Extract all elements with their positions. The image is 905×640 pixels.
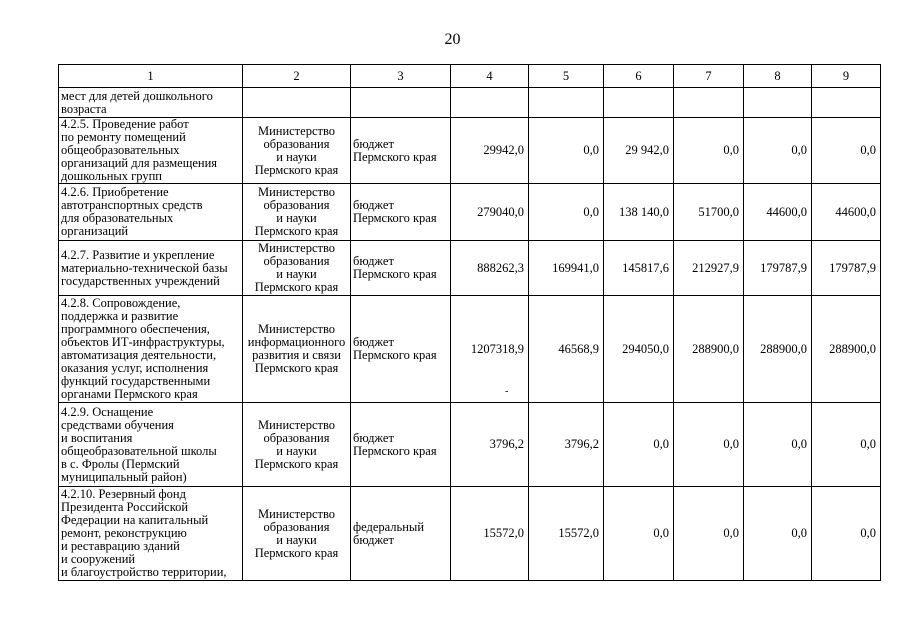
ministry-cell: Министерство образования и науки Пермского края [243,241,351,296]
value-cell: 145817,6 [604,241,674,296]
ministry-cell: Министерство образования и науки Пермского края [243,403,351,487]
table-row [59,487,881,581]
value-cell: 0,0 [529,118,604,184]
column-number: 6 [604,65,674,88]
column-number: 5 [529,65,604,88]
empty-cell [529,88,604,118]
value-cell: 0,0 [812,118,881,184]
value-cell: 0,0 [674,403,744,487]
value-cell: 0,0 [744,487,812,581]
table-row [59,296,881,403]
value-cell: 288900,0 [812,296,881,403]
value-cell: 0,0 [604,403,674,487]
column-number: 8 [744,65,812,88]
value-cell: 29 942,0 [604,118,674,184]
value-cell: 288900,0 [674,296,744,403]
value-cell: 0,0 [674,118,744,184]
column-number: 1 [59,65,243,88]
column-number: 4 [451,65,529,88]
value-cell: 0,0 [812,487,881,581]
value-cell: 29942,0 [451,118,529,184]
empty-cell [351,88,451,118]
value-cell: 294050,0 [604,296,674,403]
budget-table [58,64,881,581]
value-cell: 0,0 [744,118,812,184]
ministry-cell: Министерство образования и науки Пермского края [243,184,351,241]
column-number-row [59,65,881,88]
item-name-cell: 4.2.10. Резервный фонд Президента Российской Федерации на капитальный ремонт, реконструкцию и реставрацию зданий и сооружений и благоустройство территории, [59,487,243,581]
item-name-cell: 4.2.9. Оснащение средствами обучения и воспитания общеобразовательной школы в с. Фролы (Пермский муниципальный район) [59,403,243,487]
value-cell: 212927,9 [674,241,744,296]
value-cell: 179787,9 [812,241,881,296]
column-number: 9 [812,65,881,88]
value-cell: 3796,2 [451,403,529,487]
value-cell: 0,0 [674,487,744,581]
ministry-cell: Министерство образования и науки Пермского края [243,118,351,184]
funding-source-cell: бюджет Пермского края [351,403,451,487]
item-name-cell: мест для детей дошкольного возраста [59,88,243,118]
continuation-row [59,88,881,118]
funding-source-cell: бюджет Пермского края [351,241,451,296]
column-number: 2 [243,65,351,88]
item-name-cell: 4.2.8. Сопровождение, поддержка и развитие программного обеспечения, объектов ИТ-инфраструктуры, автоматизация деятельности, оказания услуг, исполнения функций государственными органами Пермского края [59,296,243,403]
empty-cell [744,88,812,118]
table-row [59,118,881,184]
item-name-cell: 4.2.6. Приобретение автотранспортных средств для образовательных организаций [59,184,243,241]
empty-cell [451,88,529,118]
value-cell: 3796,2 [529,403,604,487]
value-cell: 0,0 [529,184,604,241]
table-row [59,184,881,241]
empty-cell [674,88,744,118]
scan-mark: - [505,386,509,397]
value-cell: 288900,0 [744,296,812,403]
value-cell: 44600,0 [812,184,881,241]
column-number: 3 [351,65,451,88]
value-cell: 1207318,9 [451,296,529,403]
value-cell: 0,0 [812,403,881,487]
value-cell: 179787,9 [744,241,812,296]
funding-source-cell: бюджет Пермского края [351,118,451,184]
value-cell: 15572,0 [451,487,529,581]
ministry-cell: Министерство информационного развития и связи Пермского края [243,296,351,403]
value-cell: 279040,0 [451,184,529,241]
value-cell: 51700,0 [674,184,744,241]
value-cell: 15572,0 [529,487,604,581]
item-name-cell: 4.2.5. Проведение работ по ремонту помещений общеобразовательных организаций для размещения дошкольных групп [59,118,243,184]
ministry-cell: Министерство образования и науки Пермского края [243,487,351,581]
value-cell: 0,0 [604,487,674,581]
funding-source-cell: федеральный бюджет [351,487,451,581]
table-row [59,403,881,487]
empty-cell [604,88,674,118]
page-number: 20 [444,31,461,48]
funding-source-cell: бюджет Пермского края [351,296,451,403]
value-cell: 169941,0 [529,241,604,296]
value-cell: 44600,0 [744,184,812,241]
empty-cell [243,88,351,118]
value-cell: 0,0 [744,403,812,487]
value-cell: 888262,3 [451,241,529,296]
funding-source-cell: бюджет Пермского края [351,184,451,241]
table-row [59,241,881,296]
column-number: 7 [674,65,744,88]
empty-cell [812,88,881,118]
value-cell: 138 140,0 [604,184,674,241]
item-name-cell: 4.2.7. Развитие и укрепление материально-технической базы государственных учреждений [59,241,243,296]
value-cell: 46568,9 [529,296,604,403]
